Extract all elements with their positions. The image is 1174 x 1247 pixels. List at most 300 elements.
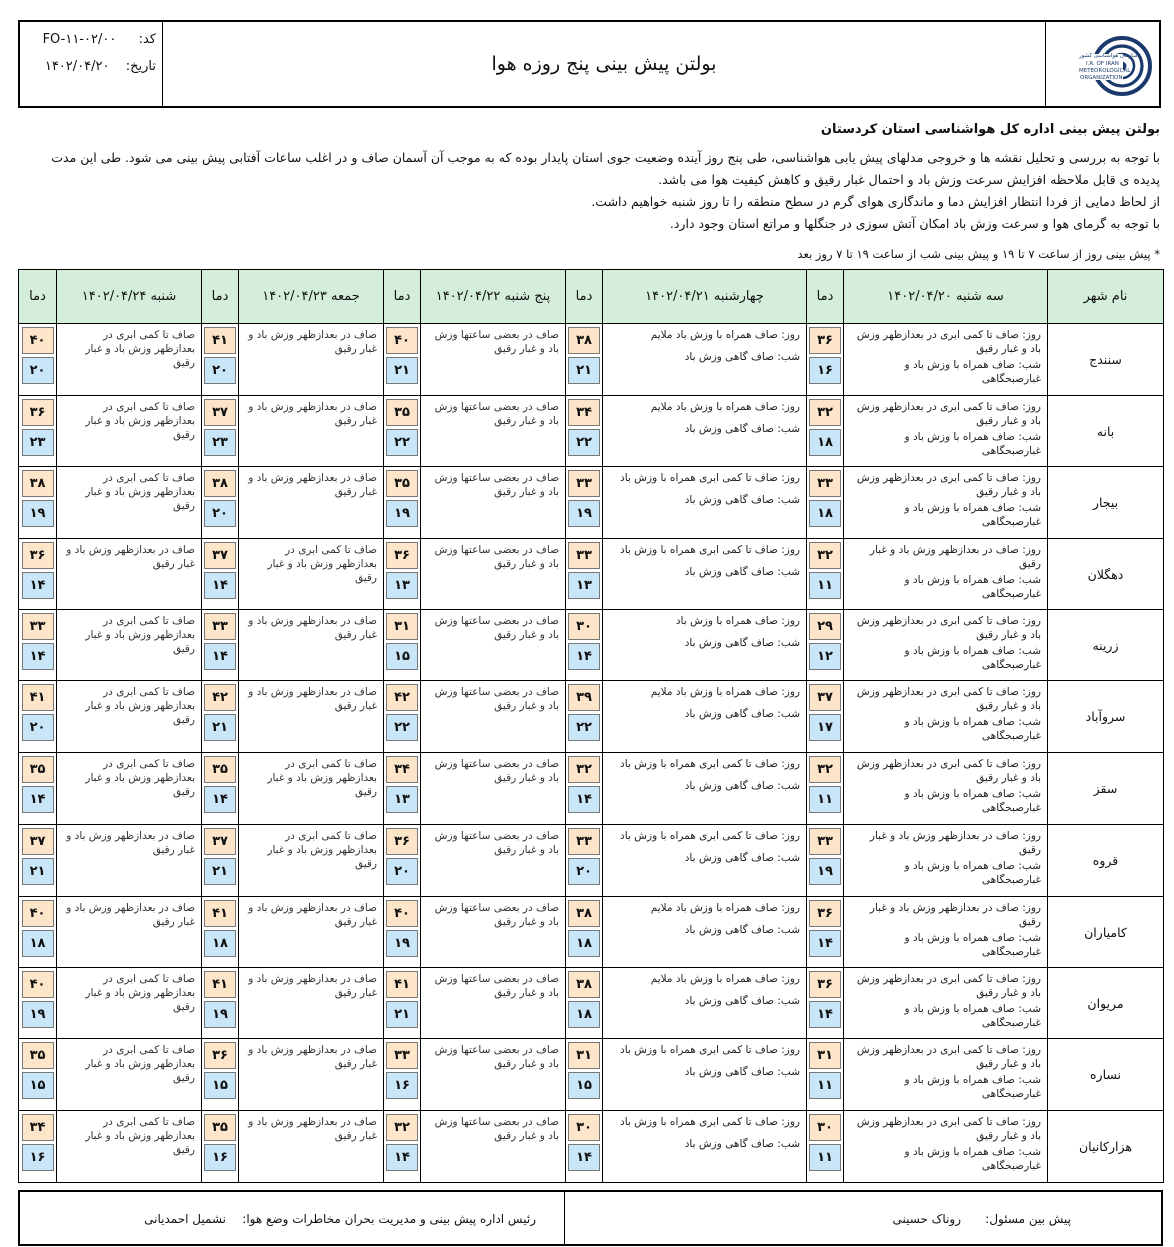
min-temp: ۱۵: [386, 643, 418, 670]
forecast-cell-day2: صاف در بعضی ساعتها وزش باد و غبار رقیق: [421, 968, 566, 1039]
max-temp: ۳۴: [568, 399, 600, 426]
day-text: صاف تا کمی ابری در بعدازظهر وزش باد و غبار رقیق: [856, 329, 1041, 355]
night-label: شب:: [1018, 932, 1041, 944]
max-temp: ۴۱: [204, 971, 236, 998]
max-temp: ۳۴: [22, 1114, 54, 1141]
min-temp: ۱۴: [386, 1144, 418, 1171]
min-temp: ۱۹: [22, 1001, 54, 1028]
min-temp: ۱۸: [204, 930, 236, 957]
night-label: شب:: [1018, 359, 1041, 371]
max-temp: ۴۲: [204, 684, 236, 711]
day-text: صاف در بعدازظهر وزش باد و غبار رقیق: [869, 902, 1041, 928]
day-text: صاف تا کمی ابری همراه با وزش باد: [620, 758, 778, 770]
table-row: [19, 396, 1164, 467]
night-label: شب:: [1018, 574, 1041, 586]
table-row: [19, 753, 1164, 825]
temp-cell-day2: [384, 467, 421, 539]
max-temp: ۳۲: [809, 756, 841, 783]
table-row: [19, 1039, 1164, 1111]
city-name: سنندج: [1048, 324, 1164, 396]
temp-cell-day3: [202, 1111, 239, 1183]
min-temp: ۱۶: [386, 1072, 418, 1099]
max-temp: ۳۳: [386, 1042, 418, 1069]
day-forecast: [848, 972, 1041, 1000]
max-temp: ۴۰: [386, 900, 418, 927]
temp-cell-day2: [384, 753, 421, 825]
forecast-cell-day0: [844, 1111, 1048, 1183]
night-label: شب:: [777, 637, 800, 649]
max-temp: ۳۵: [204, 756, 236, 783]
day-label: روز:: [1022, 401, 1041, 413]
night-text: صاف گاهی وزش باد: [684, 351, 774, 363]
temp-cell-day4: [19, 467, 57, 539]
night-text: صاف همراه با وزش باد و غبارصبحگاهی: [904, 1074, 1041, 1100]
day-forecast: [607, 614, 800, 628]
forecast-cell-day0: [844, 610, 1048, 681]
max-temp: ۴۰: [22, 971, 54, 998]
min-temp: ۱۱: [809, 1072, 841, 1099]
night-forecast: [848, 358, 1041, 386]
min-temp: ۲۰: [204, 500, 236, 527]
min-temp: ۲۲: [568, 714, 600, 741]
forecast-cell-day0: [844, 324, 1048, 396]
day-label: روز:: [1022, 1044, 1041, 1056]
min-temp: ۲۰: [22, 714, 54, 741]
max-temp: ۳۷: [204, 399, 236, 426]
night-forecast: [848, 715, 1041, 743]
max-temp: ۳۸: [568, 900, 600, 927]
temp-cell-day0: [807, 1039, 844, 1111]
night-label: شب:: [777, 423, 800, 435]
forecast-cell-day0: [844, 1039, 1048, 1111]
temp-cell-day2: [384, 539, 421, 610]
table-row: [19, 1111, 1164, 1183]
night-text: صاف همراه با وزش باد و غبارصبحگاهی: [904, 1003, 1041, 1029]
temp-cell-day0: [807, 681, 844, 753]
day-text: صاف تا کمی ابری در بعدازظهر وزش باد و غبار رقیق: [856, 686, 1041, 712]
min-temp: ۲۰: [22, 357, 54, 384]
forecast-cell-day2: صاف در بعضی ساعتها وزش باد و غبار رقیق: [421, 467, 566, 539]
temp-cell-day0: [807, 825, 844, 897]
date-value: ۱۴۰۲/۰۴/۲۰: [44, 59, 110, 74]
city-name: سروآباد: [1048, 681, 1164, 753]
signature-footer: [18, 1190, 1163, 1246]
max-temp: ۳۲: [386, 1114, 418, 1141]
temp-cell-day3: [202, 467, 239, 539]
max-temp: ۳۳: [568, 828, 600, 855]
day-text: صاف همراه با وزش باد ملایم: [650, 686, 778, 698]
day-forecast: [607, 1043, 800, 1057]
max-temp: ۴۰: [386, 327, 418, 354]
temp-header-4: دما: [19, 270, 57, 324]
min-temp: ۱۶: [22, 1144, 54, 1171]
table-row: [19, 825, 1164, 897]
day-label: روز:: [1022, 472, 1041, 484]
forecast-cell-day3: صاف در بعدازظهر وزش باد و غبار رقیق: [239, 1111, 384, 1183]
min-temp: ۲۰: [568, 858, 600, 885]
forecast-cell-day1: [603, 539, 807, 610]
forecast-cell-day2: صاف در بعضی ساعتها وزش باد و غبار رقیق: [421, 396, 566, 467]
min-temp: ۱۸: [22, 930, 54, 957]
night-label: شب:: [1018, 860, 1041, 872]
forecast-cell-day4: صاف تا کمی ابری در بعدازظهر وزش باد و غبار رقیق: [57, 324, 202, 396]
night-forecast: [607, 565, 800, 579]
forecast-cell-day1: [603, 968, 807, 1039]
intro-line-4: با توجه به گرمای هوا و سرعت وزش باد امکان آتش سوزی در جنگلها و مراتع استان وجود دارد.: [669, 216, 1160, 231]
min-temp: ۱۴: [568, 786, 600, 813]
max-temp: ۳۵: [386, 470, 418, 497]
day-text: صاف تا کمی ابری همراه با وزش باد: [620, 1116, 778, 1128]
day-label: روز:: [781, 615, 800, 627]
city-name: زرینه: [1048, 610, 1164, 681]
night-label: شب:: [777, 566, 800, 578]
max-temp: ۳۵: [386, 399, 418, 426]
forecast-cell-day0: [844, 897, 1048, 968]
code-label: کد:: [138, 32, 156, 47]
max-temp: ۳۱: [386, 613, 418, 640]
temp-cell-day3: [202, 968, 239, 1039]
temp-cell-day2: [384, 396, 421, 467]
day-forecast: [607, 829, 800, 843]
temp-cell-day4: [19, 1111, 57, 1183]
night-text: صاف گاهی وزش باد: [684, 494, 774, 506]
day-forecast: [607, 400, 800, 414]
temp-cell-day0: [807, 467, 844, 539]
min-temp: ۱۹: [22, 500, 54, 527]
logo-text-en3: ORGANIZATION: [1080, 75, 1123, 81]
max-temp: ۳۷: [809, 684, 841, 711]
forecast-cell-day3: صاف در بعدازظهر وزش باد و غبار رقیق: [239, 681, 384, 753]
temp-cell-day4: [19, 825, 57, 897]
forecast-cell-day2: صاف در بعضی ساعتها وزش باد و غبار رقیق: [421, 753, 566, 825]
day-text: صاف همراه با وزش باد ملایم: [650, 973, 778, 985]
city-name: کامیاران: [1048, 897, 1164, 968]
day-text: صاف در بعدازظهر وزش باد و غبار رقیق: [869, 830, 1041, 856]
temp-cell-day3: [202, 681, 239, 753]
forecaster-label: پیش بین مسئول:: [985, 1212, 1071, 1226]
max-temp: ۳۵: [22, 1042, 54, 1069]
max-temp: ۳۸: [568, 971, 600, 998]
min-temp: ۲۱: [204, 858, 236, 885]
forecast-cell-day4: صاف تا کمی ابری در بعدازظهر وزش باد و غبار رقیق: [57, 968, 202, 1039]
temp-cell-day2: [384, 897, 421, 968]
min-temp: ۱۳: [568, 572, 600, 599]
max-temp: ۳۳: [204, 613, 236, 640]
min-temp: ۱۴: [809, 1001, 841, 1028]
min-temp: ۲۰: [386, 858, 418, 885]
forecast-table: [18, 269, 1164, 1183]
min-temp: ۱۹: [809, 858, 841, 885]
max-temp: ۴۲: [386, 684, 418, 711]
forecast-cell-day1: [603, 681, 807, 753]
night-label: شب:: [777, 494, 800, 506]
city-name: بانه: [1048, 396, 1164, 467]
min-temp: ۱۴: [204, 572, 236, 599]
date-label: تاریخ:: [125, 59, 156, 74]
temp-cell-day4: [19, 753, 57, 825]
night-forecast: [607, 851, 800, 865]
forecast-cell-day2: صاف در بعضی ساعتها وزش باد و غبار رقیق: [421, 539, 566, 610]
day-header-3: جمعه ۱۴۰۲/۰۴/۲۳: [239, 270, 384, 324]
night-text: صاف گاهی وزش باد: [684, 924, 774, 936]
city-name: دهگلان: [1048, 539, 1164, 610]
table-header-row: [19, 270, 1164, 324]
forecast-cell-day3: صاف در بعدازظهر وزش باد و غبار رقیق: [239, 396, 384, 467]
min-temp: ۱۴: [204, 643, 236, 670]
min-temp: ۱۴: [204, 786, 236, 813]
day-label: روز:: [781, 758, 800, 770]
day-text: صاف همراه با وزش باد: [675, 615, 778, 627]
night-label: شب:: [1018, 431, 1041, 443]
day-label: روز:: [1022, 686, 1041, 698]
city-name: قروه: [1048, 825, 1164, 897]
city-name: هزارکانیان: [1048, 1111, 1164, 1183]
temp-cell-day3: [202, 897, 239, 968]
day-forecast: [607, 1115, 800, 1129]
day-text: صاف تا کمی ابری در بعدازظهر وزش باد و غبار رقیق: [856, 1044, 1041, 1070]
min-temp: ۲۳: [204, 429, 236, 456]
min-temp: ۲۳: [22, 429, 54, 456]
max-temp: ۳۷: [204, 542, 236, 569]
day-text: صاف در بعدازظهر وزش باد و غبار رقیق: [869, 544, 1041, 570]
min-temp: ۱۴: [22, 786, 54, 813]
max-temp: ۳۲: [809, 399, 841, 426]
temp-cell-day1: [566, 753, 603, 825]
forecast-table-body: [19, 324, 1164, 1183]
max-temp: ۳۷: [22, 828, 54, 855]
forecast-cell-day4: صاف در بعدازظهر وزش باد و غبار رقیق: [57, 539, 202, 610]
forecast-cell-day3: صاف در بعدازظهر وزش باد و غبار رقیق: [239, 467, 384, 539]
night-text: صاف گاهی وزش باد: [684, 708, 774, 720]
max-temp: ۳۴: [386, 756, 418, 783]
temp-cell-day2: [384, 681, 421, 753]
logo-text-fa: سازمان هواشناسی کشور: [1079, 53, 1138, 59]
temp-cell-day1: [566, 324, 603, 396]
max-temp: ۳۸: [204, 470, 236, 497]
forecast-cell-day3: صاف در بعدازظهر وزش باد و غبار رقیق: [239, 324, 384, 396]
max-temp: ۳۳: [22, 613, 54, 640]
min-temp: ۱۸: [568, 1001, 600, 1028]
max-temp: ۳۳: [568, 470, 600, 497]
night-label: شب:: [1018, 645, 1041, 657]
day-label: روز:: [781, 329, 800, 341]
table-row: [19, 897, 1164, 968]
max-temp: ۳۶: [386, 542, 418, 569]
min-temp: ۱۹: [386, 930, 418, 957]
min-temp: ۱۵: [204, 1072, 236, 1099]
night-label: شب:: [777, 1066, 800, 1078]
night-text: صاف گاهی وزش باد: [684, 423, 774, 435]
forecast-cell-day1: [603, 1039, 807, 1111]
temp-cell-day2: [384, 610, 421, 681]
day-forecast: [848, 829, 1041, 857]
min-temp: ۱۹: [204, 1001, 236, 1028]
temp-cell-day3: [202, 324, 239, 396]
table-row: [19, 681, 1164, 753]
day-forecast: [607, 543, 800, 557]
night-label: شب:: [777, 351, 800, 363]
day-header-2: پنج شنبه ۱۴۰۲/۰۴/۲۲: [421, 270, 566, 324]
night-forecast: [848, 1145, 1041, 1173]
forecast-cell-day2: صاف در بعضی ساعتها وزش باد و غبار رقیق: [421, 825, 566, 897]
night-label: شب:: [1018, 1003, 1041, 1015]
min-temp: ۱۸: [809, 500, 841, 527]
logo-text-en2: METEOROLOGICAL: [1079, 68, 1131, 74]
min-temp: ۱۴: [22, 643, 54, 670]
day-text: صاف همراه با وزش باد ملایم: [650, 401, 778, 413]
night-label: شب:: [1018, 1146, 1041, 1158]
temp-cell-day3: [202, 396, 239, 467]
date-line: [30, 59, 156, 74]
temp-cell-day1: [566, 681, 603, 753]
forecaster-name: روناک حسینی: [892, 1212, 961, 1226]
max-temp: ۳۳: [809, 470, 841, 497]
intro-line-2: پدیده ی قابل ملاحظه افزایش سرعت وزش باد و احتمال غبار رقیق و کاهش کیفیت هوا می باشد.: [658, 172, 1160, 187]
day-label: روز:: [781, 544, 800, 556]
min-temp: ۲۱: [22, 858, 54, 885]
day-forecast: [848, 685, 1041, 713]
forecast-cell-day3: صاف در بعدازظهر وزش باد و غبار رقیق: [239, 610, 384, 681]
night-text: صاف همراه با وزش باد و غبارصبحگاهی: [904, 359, 1041, 385]
temp-cell-day3: [202, 825, 239, 897]
min-temp: ۱۶: [809, 357, 841, 384]
min-temp: ۲۱: [386, 1001, 418, 1028]
day-text: صاف تا کمی ابری در بعدازظهر وزش باد و غبار رقیق: [856, 973, 1041, 999]
day-text: صاف تا کمی ابری همراه با وزش باد: [620, 1044, 778, 1056]
temp-cell-day0: [807, 396, 844, 467]
intro-line-1: با توجه به بررسی و تحلیل نقشه ها و خروجی مدلهای پیش یابی هواشناسی، طی پنج روز آینده وضعیت جوی استان پایدار بوده که به موجب آن آسمان صاف و در اغلب ساعات آفتابی پیش بینی می شود. طی این مدت: [51, 150, 1160, 165]
day-text: صاف تا کمی ابری در بعدازظهر وزش باد و غبار رقیق: [856, 758, 1041, 784]
intro-line-3: از لحاظ دمایی از فردا انتظار افزایش دما و ماندگاری هوای گرم در سطح منطقه را تا روز شنبه خواهیم داشت.: [591, 194, 1160, 209]
forecast-cell-day3: صاف در بعدازظهر وزش باد و غبار رقیق: [239, 1039, 384, 1111]
forecast-cell-day3: صاف تا کمی ابری در بعدازظهر وزش باد و غبار رقیق: [239, 825, 384, 897]
min-temp: ۱۳: [386, 786, 418, 813]
forecast-cell-day4: صاف تا کمی ابری در بعدازظهر وزش باد و غبار رقیق: [57, 1111, 202, 1183]
temp-cell-day1: [566, 897, 603, 968]
max-temp: ۳۶: [386, 828, 418, 855]
intro-note: * پیش بینی روز از ساعت ۷ تا ۱۹ و پیش بینی شب از ساعت ۱۹ تا ۷ روز بعد: [797, 247, 1160, 261]
day-forecast: [607, 972, 800, 986]
forecast-cell-day2: صاف در بعضی ساعتها وزش باد و غبار رقیق: [421, 324, 566, 396]
min-temp: ۱۴: [809, 930, 841, 957]
night-text: صاف گاهی وزش باد: [684, 1066, 774, 1078]
day-text: صاف همراه با وزش باد ملایم: [650, 902, 778, 914]
max-temp: ۳۶: [809, 900, 841, 927]
temp-cell-day2: [384, 324, 421, 396]
temp-cell-day0: [807, 753, 844, 825]
night-text: صاف همراه با وزش باد و غبارصبحگاهی: [904, 431, 1041, 457]
day-forecast: [848, 901, 1041, 929]
max-temp: ۳۵: [204, 1114, 236, 1141]
max-temp: ۳۱: [809, 1042, 841, 1069]
temp-cell-day1: [566, 1111, 603, 1183]
night-label: شب:: [1018, 502, 1041, 514]
night-forecast: [848, 859, 1041, 887]
temp-cell-day0: [807, 610, 844, 681]
day-label: روز:: [1022, 758, 1041, 770]
night-forecast: [607, 636, 800, 650]
max-temp: ۳۷: [204, 828, 236, 855]
night-text: صاف گاهی وزش باد: [684, 995, 774, 1007]
night-forecast: [607, 1137, 800, 1151]
day-header-4: شنبه ۱۴۰۲/۰۴/۲۴: [57, 270, 202, 324]
city-name: بیجار: [1048, 467, 1164, 539]
day-label: روز:: [1022, 830, 1041, 842]
temp-cell-day3: [202, 1039, 239, 1111]
temp-header-1: دما: [566, 270, 603, 324]
min-temp: ۲۰: [204, 357, 236, 384]
max-temp: ۳۳: [809, 828, 841, 855]
logo-text-en1: I.R. OF IRAN: [1086, 61, 1119, 67]
forecast-cell-day1: [603, 825, 807, 897]
min-temp: ۱۱: [809, 786, 841, 813]
day-header-1: چهارشنبه ۱۴۰۲/۰۴/۲۱: [603, 270, 807, 324]
temp-cell-day3: [202, 610, 239, 681]
day-forecast: [607, 328, 800, 342]
temp-cell-day4: [19, 897, 57, 968]
day-label: روز:: [1022, 615, 1041, 627]
min-temp: ۱۱: [809, 1144, 841, 1171]
temp-cell-day4: [19, 324, 57, 396]
temp-cell-day0: [807, 539, 844, 610]
day-text: صاف تا کمی ابری همراه با وزش باد: [620, 472, 778, 484]
max-temp: ۳۹: [568, 684, 600, 711]
temp-cell-day4: [19, 681, 57, 753]
page-title: بولتن پیش بینی پنج روزه هوا: [491, 53, 717, 75]
min-temp: ۲۱: [386, 357, 418, 384]
day-text: صاف تا کمی ابری همراه با وزش باد: [620, 830, 778, 842]
night-label: شب:: [777, 708, 800, 720]
day-label: روز:: [1022, 544, 1041, 556]
temp-cell-day0: [807, 1111, 844, 1183]
min-temp: ۱۴: [568, 643, 600, 670]
night-label: شب:: [777, 924, 800, 936]
night-text: صاف همراه با وزش باد و غبارصبحگاهی: [904, 716, 1041, 742]
forecast-cell-day0: [844, 681, 1048, 753]
max-temp: ۴۰: [22, 900, 54, 927]
night-forecast: [607, 422, 800, 436]
day-forecast: [607, 471, 800, 485]
night-text: صاف همراه با وزش باد و غبارصبحگاهی: [904, 788, 1041, 814]
forecast-cell-day4: صاف در بعدازظهر وزش باد و غبار رقیق: [57, 825, 202, 897]
max-temp: ۳۶: [204, 1042, 236, 1069]
city-name: مریوان: [1048, 968, 1164, 1039]
min-temp: ۱۸: [568, 930, 600, 957]
day-text: صاف تا کمی ابری در بعدازظهر وزش باد و غبار رقیق: [856, 401, 1041, 427]
day-label: روز:: [781, 401, 800, 413]
night-text: صاف گاهی وزش باد: [684, 566, 774, 578]
table-row: [19, 968, 1164, 1039]
temp-cell-day1: [566, 539, 603, 610]
table-row: [19, 539, 1164, 610]
day-label: روز:: [781, 1116, 800, 1128]
day-text: صاف تا کمی ابری همراه با وزش باد: [620, 544, 778, 556]
night-forecast: [607, 779, 800, 793]
night-text: صاف گاهی وزش باد: [684, 852, 774, 864]
temp-cell-day1: [566, 1039, 603, 1111]
night-forecast: [848, 501, 1041, 529]
temp-header-0: دما: [807, 270, 844, 324]
min-temp: ۱۷: [809, 714, 841, 741]
temp-cell-day3: [202, 539, 239, 610]
max-temp: ۳۰: [568, 613, 600, 640]
forecast-cell-day1: [603, 324, 807, 396]
min-temp: ۲۲: [568, 429, 600, 456]
code-line: [30, 32, 156, 47]
min-temp: ۱۹: [568, 500, 600, 527]
night-label: شب:: [1018, 788, 1041, 800]
max-temp: ۳۰: [809, 1114, 841, 1141]
